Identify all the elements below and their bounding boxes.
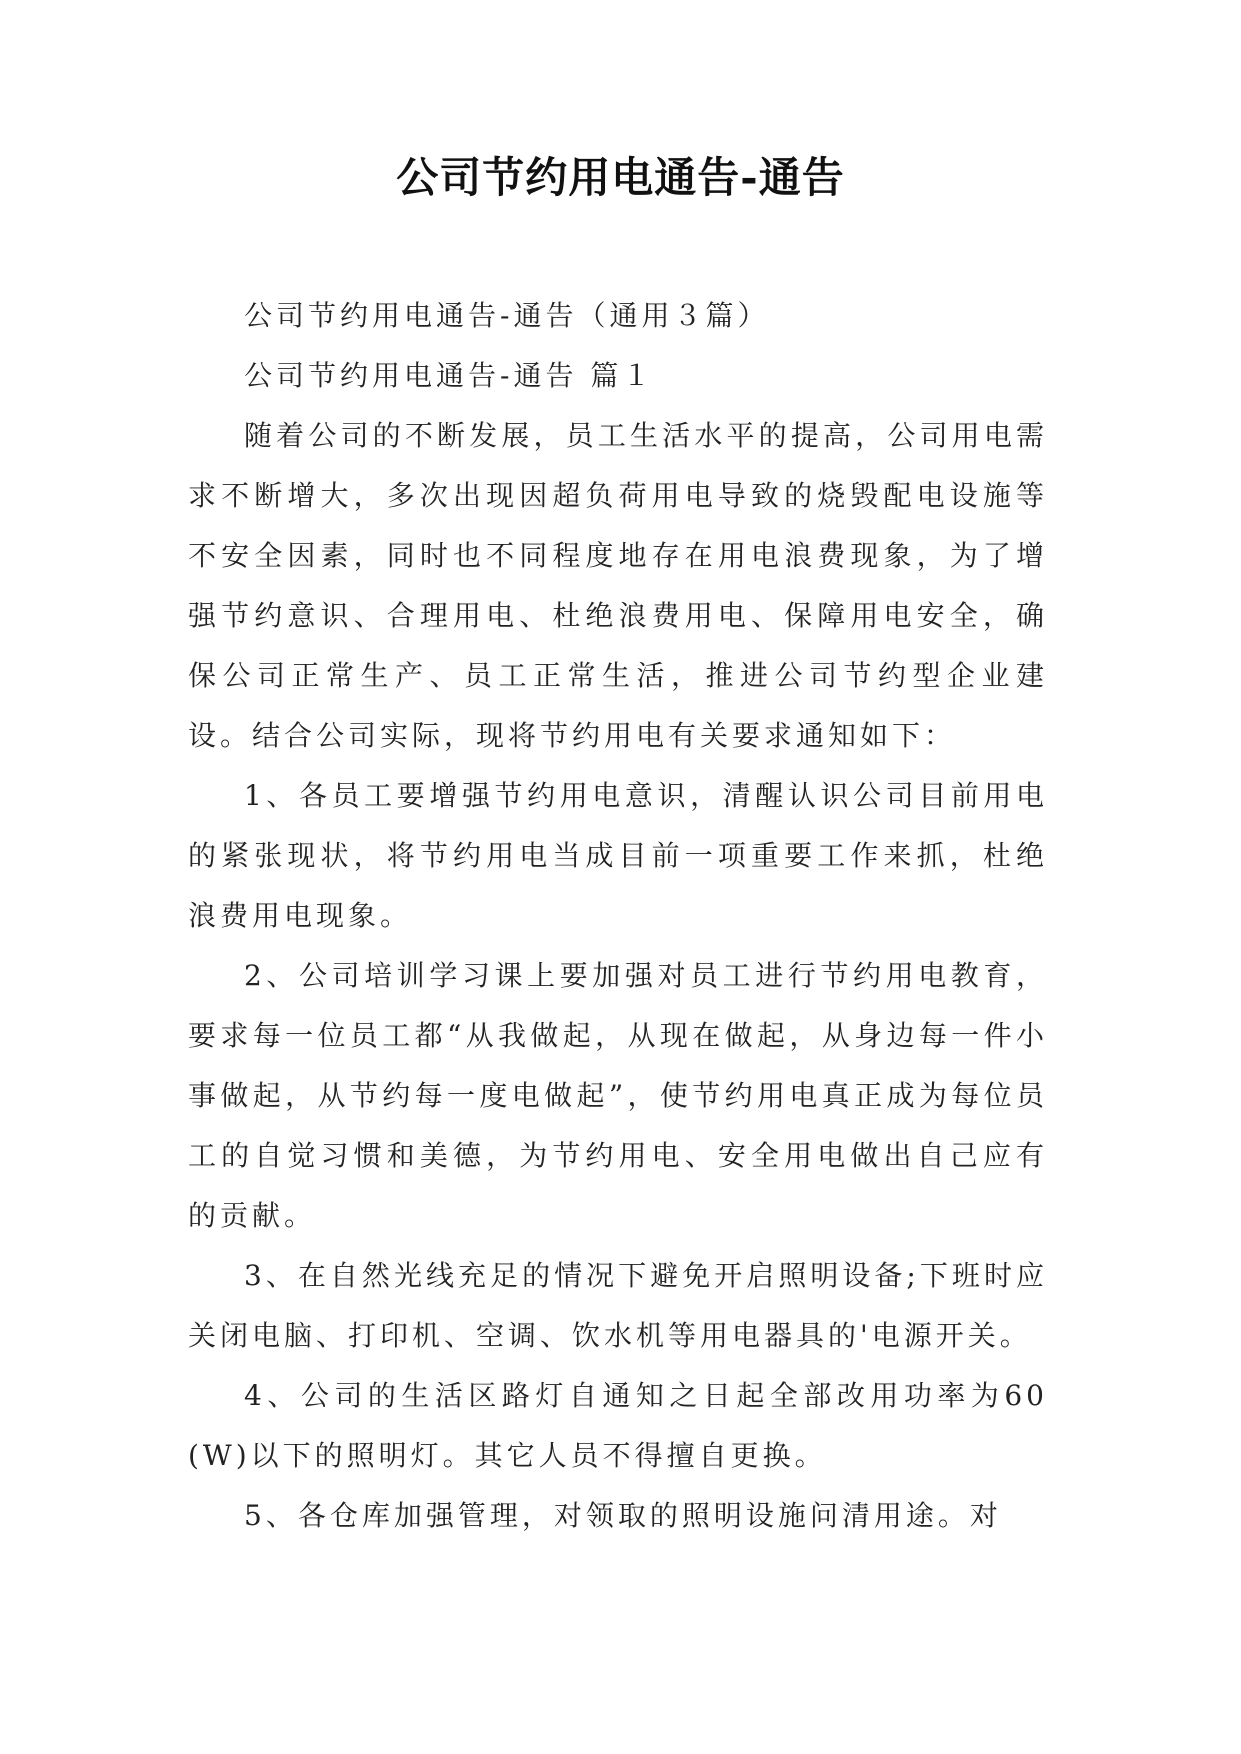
paragraph-item-5: 5、各仓库加强管理，对领取的照明设施问清用途。对 [244,1499,1002,1532]
document-body [188,286,1048,1546]
paragraph-item-2: 2、公司培训学习课上要加强对员工进行节约用电教育，要求每一位员工都“从我做起，从现在做起，从身边每一件小事做起，从节约每一度电做起”，使节约用电真正成为每位员工的自觉习惯和美德，为节约用电、安全用电做出自己应有的贡献。 [188,959,1048,1232]
document-subtitle: 公司节约用电通告-通告（通用３篇） [244,299,770,332]
section-heading: 公司节约用电通告-通告 篇１ [244,359,655,392]
paragraph-item-1: 1、各员工要增强节约用电意识，清醒认识公司目前用电的紧张现状，将节约用电当成目前一项重要工作来抓，杜绝浪费用电现象。 [188,779,1048,932]
document-title: 公司节约用电通告-通告 [396,153,845,202]
paragraph-intro: 随着公司的不断发展，员工生活水平的提高，公司用电需求不断增大，多次出现因超负荷用电导致的烧毁配电设施等不安全因素，同时也不同程度地存在用电浪费现象，为了增强节约意识、合理用电、杜绝浪费用电、保障用电安全，确保公司正常生产、员工正常生活，推进公司节约型企业建设。结合公司实际，现将节约用电有关要求通知如下： [188,419,1048,752]
paragraph-item-4: 4、公司的生活区路灯自通知之日起全部改用功率为60(W)以下的照明灯。其它人员不得擅自更换。 [188,1379,1048,1472]
paragraph-item-3: 3、在自然光线充足的情况下避免开启照明设备;下班时应关闭电脑、打印机、空调、饮水机等用电器具的'电源开关。 [188,1259,1048,1352]
